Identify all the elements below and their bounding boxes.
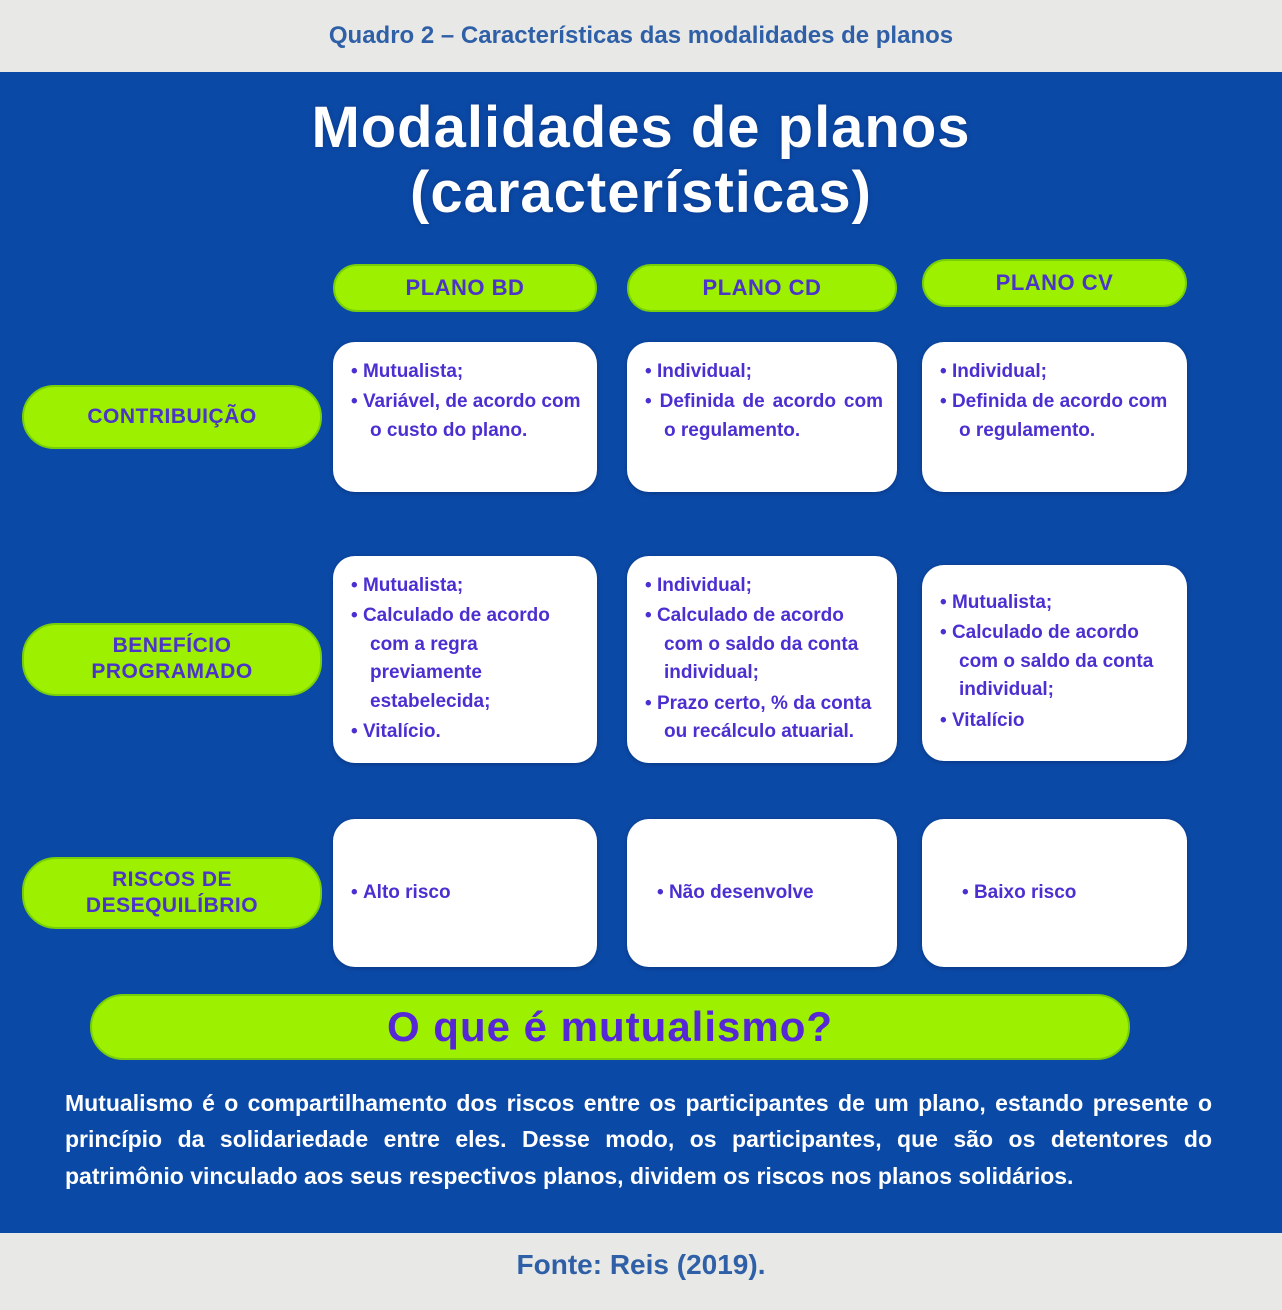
mutualismo-paragraph: Mutualismo é o compartilhamento dos riscos entre os participantes de um plano, estando presente o princípio da solidariedade entre eles. Desse modo, os participantes, que são os detentores do patrimônio vinculado aos seus respectivos planos, dividem os riscos nos planos solidários. xyxy=(65,1089,1212,1189)
column-label: PLANO BD xyxy=(405,274,525,300)
row-pill-beneficio-programado xyxy=(22,623,322,696)
card-riscos-bd xyxy=(333,819,597,967)
column-pill-plano-bd xyxy=(333,264,597,312)
bullet-item: • Calculado de acordo com a regra previamente estabelecida; xyxy=(351,602,583,716)
card-beneficio-cv xyxy=(922,565,1187,761)
bullet-item: • Mutualista; xyxy=(351,358,583,387)
bullet-item: • Definida de acordo com o regulamento. xyxy=(940,388,1173,445)
bullet-item: • Individual; xyxy=(645,358,883,387)
source-bar xyxy=(0,1233,1282,1310)
row-beneficio-programado xyxy=(0,556,1282,763)
card-contribuicao-bd xyxy=(333,342,597,492)
bullet-item: • Mutualista; xyxy=(940,589,1173,618)
header-spacer xyxy=(22,264,322,312)
bullet-item: • Calculado de acordo com o saldo da conta individual; xyxy=(940,619,1173,705)
card-beneficio-cd xyxy=(627,556,897,763)
table-caption: Quadro 2 – Características das modalidades de planos xyxy=(328,22,954,49)
infographic-canvas xyxy=(0,72,1282,1233)
bullet-item: • Alto risco xyxy=(351,879,451,908)
bullet-item: • Mutualista; xyxy=(351,572,583,601)
row-riscos-desequilibrio xyxy=(0,819,1282,967)
card-beneficio-bd xyxy=(333,556,597,763)
title-line-1: Modalidades de planos xyxy=(311,95,971,160)
bullet-item: • Individual; xyxy=(645,572,883,601)
banner-text: O que é mutualismo? xyxy=(386,1002,834,1050)
bullet-item: • Prazo certo, % da conta ou recálculo atuarial. xyxy=(645,690,883,747)
column-header-row xyxy=(0,264,1282,312)
column-label: PLANO CD xyxy=(702,274,822,300)
column-pill-plano-cv xyxy=(922,259,1187,307)
bullet-item: • Baixo risco xyxy=(962,879,1076,908)
mutualismo-banner xyxy=(90,994,1130,1060)
bullet-item: • Vitalício xyxy=(940,707,1173,736)
infographic-title xyxy=(0,96,1282,226)
card-contribuicao-cd xyxy=(627,342,897,492)
bullet-item: • Individual; xyxy=(940,358,1173,387)
column-pill-plano-cd xyxy=(627,264,897,312)
bullet-item: • Definida de acordo com o regulamento. xyxy=(645,388,883,445)
card-riscos-cd xyxy=(627,819,897,967)
row-contribuicao xyxy=(0,342,1282,492)
column-label: PLANO CV xyxy=(995,269,1114,295)
row-label: RISCOS DE DESEQUILÍBRIO xyxy=(85,867,259,917)
row-label: BENEFÍCIO PROGRAMADO xyxy=(91,634,253,684)
row-label: CONTRIBUIÇÃO xyxy=(87,404,257,428)
bullet-item: • Vitalício. xyxy=(351,718,583,747)
card-contribuicao-cv xyxy=(922,342,1187,492)
row-pill-contribuicao xyxy=(22,385,322,449)
bullet-item: • Não desenvolve xyxy=(657,879,814,908)
card-riscos-cv xyxy=(922,819,1187,967)
bullet-item: • Variável, de acordo com o custo do plano. xyxy=(351,388,583,445)
row-pill-riscos-desequilibrio xyxy=(22,857,322,930)
source-text: Fonte: Reis (2019). xyxy=(516,1249,766,1280)
table-caption-bar xyxy=(0,0,1282,72)
title-line-2: (características) xyxy=(410,159,872,225)
bullet-item: • Calculado de acordo com o saldo da conta individual; xyxy=(645,602,883,688)
